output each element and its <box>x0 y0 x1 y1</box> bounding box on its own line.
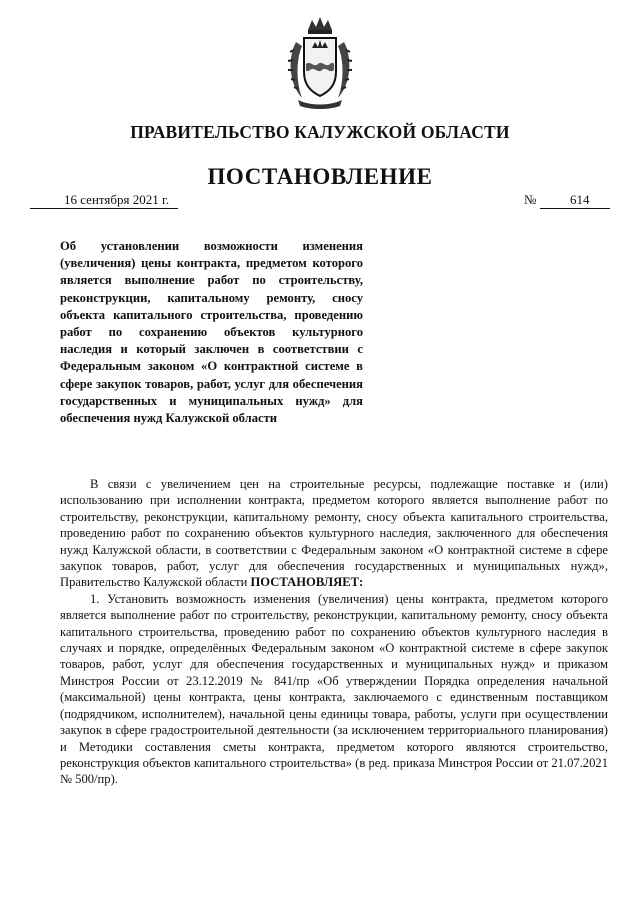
document-number: 614 <box>570 192 590 207</box>
number-underline <box>540 208 610 209</box>
preamble-text: В связи с увеличением цен на строительные ресурсы, подлежащие поставке и (или) использованию при исполнении контракта, предметом которого является выполнение работ по строительству, реконструкции, капитальному ремонту, сносу объекта капитального строительства, проведению работ по сохранению объектов культурного наследия, заключенного для обеспечения нужд Калужской области, в соответствии с Федеральным законом «О контрактной системе в сфере закупок товаров, работ, услуг для обеспечения государственных и муниципальных нужд», Правительство Калужской области <box>60 477 608 590</box>
document-date: 16 сентября 2021 г. <box>64 192 170 207</box>
decree-word: ПОСТАНОВЛЯЕТ: <box>250 575 364 590</box>
kaluga-coat-of-arms-icon <box>284 12 356 112</box>
date-number-row <box>30 192 610 212</box>
number-label: № <box>524 192 537 207</box>
item-1-paragraph: 1. Установить возможность изменения (увеличения) цены контракта, предметом которого является выполнение работ по строительству, реконструкции, капитальному ремонту, сносу объекта капитального строительства, проведению работ по сохранению объектов культурного наследия в случаях и порядке, определённых Федеральным законом «О контрактной системе в сфере закупок товаров, работ, услуг для обеспечения государственных и муниципальных нужд» и приказом Минстроя России от 23.12.2019 № 841/пр «Об утверждении Порядка определения начальной (максимальной) цены контракта, цены контракта, заключаемого с единственным поставщиком (подрядчиком, исполнителем), начальной цены единицы товара, работы, услуги при осуществлении закупок в сфере градостроительной деятельности (за исключением территориального планирования) и Методики составления сметы контракта, предметом которого являются строительство, реконструкция объектов капитального строительства» (в ред. приказа Минстроя России от 21.07.2021 № 500/пр). <box>60 591 608 787</box>
document-type: ПОСТАНОВЛЕНИЕ <box>207 164 433 189</box>
document-subject: Об установлении возможности изменения (увеличения) цены контракта, предметом которого является выполнение работ по строительству, реконструкции, капитальному ремонту, сносу объекта капитального строительства, проведению работ по сохранению объектов культурного наследия и который заключен в соответствии с Федеральным законом «О контрактной системе в сфере закупок товаров, работ, услуг для обеспечения государственных и муниципальных нужд» для обеспечения нужд Калужской области <box>60 239 363 426</box>
preamble-paragraph <box>60 476 608 591</box>
government-title: ПРАВИТЕЛЬСТВО КАЛУЖСКОЙ ОБЛАСТИ <box>130 122 510 142</box>
date-underline <box>30 208 178 209</box>
document-body <box>60 476 608 788</box>
